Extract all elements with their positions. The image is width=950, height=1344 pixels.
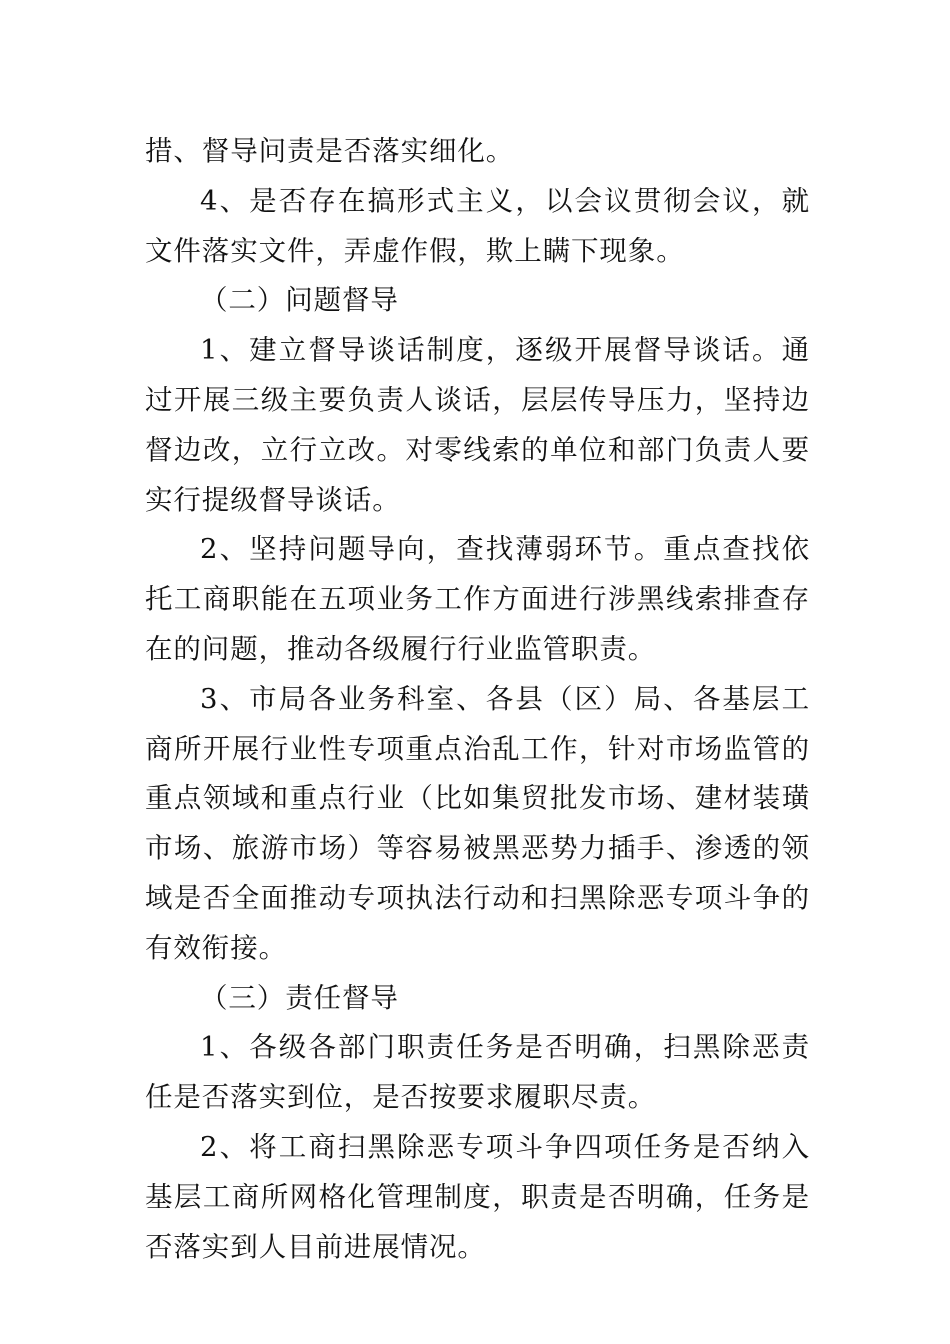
- paragraph-item-1: 1、建立督导谈话制度，逐级开展督导谈话。通过开展三级主要负责人谈话，层层传导压力，坚持边督边改，立行立改。对零线索的单位和部门负责人要实行提级督导谈话。: [145, 334, 810, 516]
- paragraph-item-2: 2、坚持问题导向，查找薄弱环节。重点查找依托工商职能在五项业务工作方面进行涉黑线索排查存在的问题，推动各级履行行业监管职责。: [145, 533, 810, 665]
- paragraph-continuation: 措、督导问责是否落实细化。: [145, 135, 515, 167]
- paragraph-item-1-responsibility: 1、各级各部门职责任务是否明确，扫黑除恶责任是否落实到位，是否按要求履职尽责。: [145, 1031, 810, 1114]
- document-body: [145, 127, 810, 1272]
- paragraph-item-3: 3、市局各业务科室、各县（区）局、各基层工商所开展行业性专项重点治乱工作，针对市场监管的重点领域和重点行业（比如集贸批发市场、建材装璜市场、旅游市场）等容易被黑恶势力插手、渗透的领域是否全面推动专项执法行动和扫黑除恶专项斗争的有效衔接。: [145, 682, 810, 964]
- paragraph-item-4: 4、是否存在搞形式主义，以会议贯彻会议，就文件落实文件，弄虚作假，欺上瞒下现象。: [145, 184, 810, 267]
- section-heading-problem-supervision: （二）问题督导: [200, 284, 399, 317]
- paragraph-item-2-responsibility: 2、将工商扫黑除恶专项斗争四项任务是否纳入基层工商所网格化管理制度，职责是否明确，任务是否落实到人目前进展情况。: [145, 1130, 810, 1263]
- section-heading-responsibility-supervision: （三）责任督导: [200, 981, 399, 1014]
